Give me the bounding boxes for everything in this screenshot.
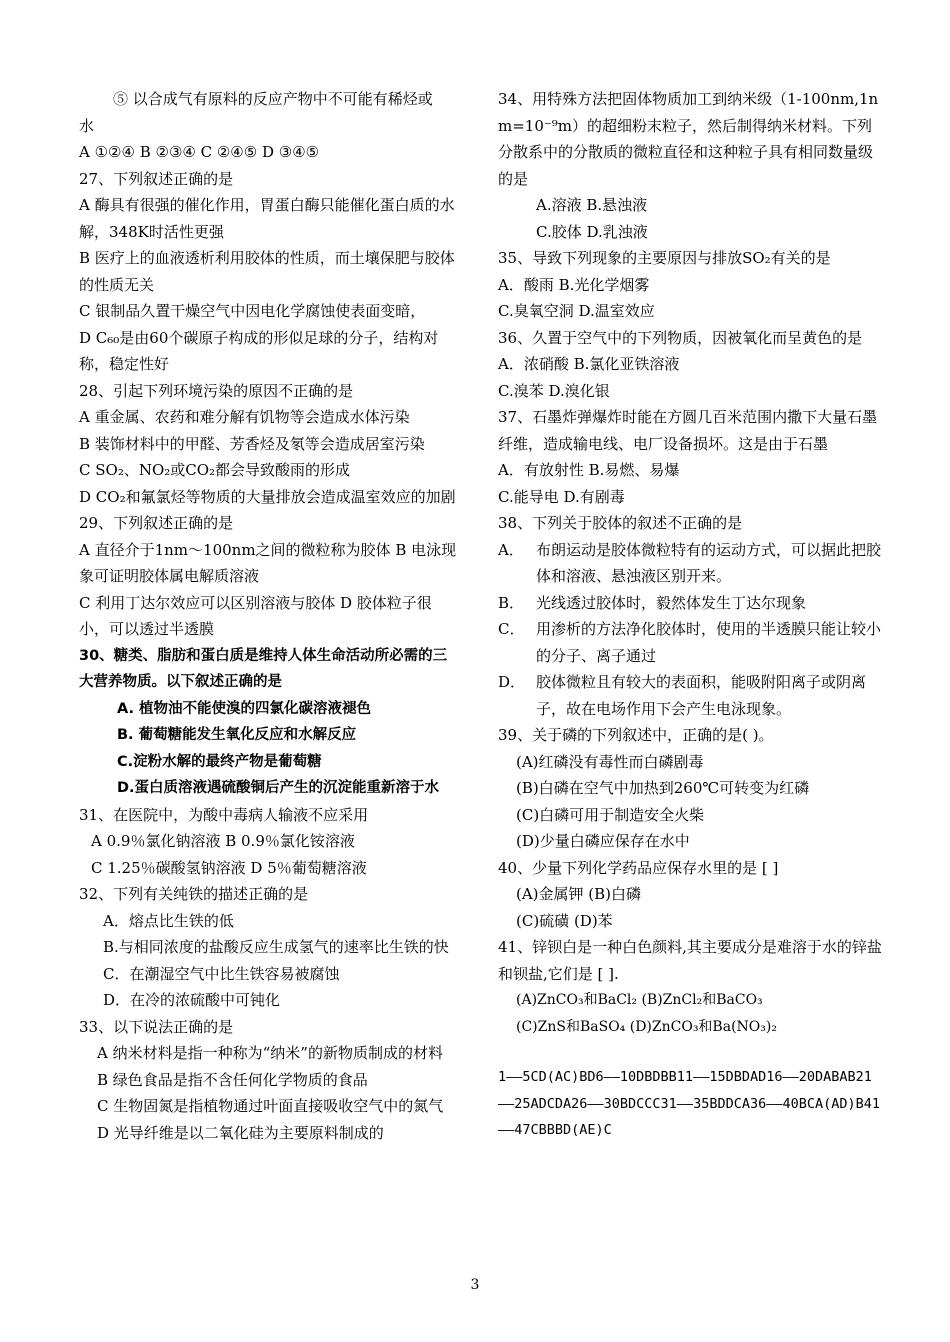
text-line: C 生物固氮是指植物通过叶面直接吸收空气中的氮气	[97, 1097, 444, 1115]
text-line: (C)硫磺 (D)苯	[516, 911, 613, 930]
text-line: 29、下列叙述正确的是	[79, 514, 234, 532]
text-line: B. 葡萄糖能发生氧化反应和水解反应	[117, 727, 357, 743]
text-line: (C)ZnS和BaSO₄ (D)ZnCO₃和Ba(NO₃)₂	[516, 1018, 777, 1035]
text-line: A 纳米材料是指一种称为“纳米”的新物质制成的材料	[97, 1044, 443, 1062]
text-line: A 直径介于1nm～100nm之间的微粒称为胶体 B 电泳现象可证明胶体属电解质溶液	[79, 540, 457, 585]
text-line: C SO₂、NO₂或CO₂都会导致酸雨的形成	[79, 461, 351, 479]
text-line: 35、导致下列现象的主要原因与排放SO₂有关的是	[498, 249, 831, 267]
text-line: (B)白磷在空气中加热到260℃可转变为红磷	[516, 779, 810, 797]
text-line: C 1.25％碳酸氢钠溶液 D 5％葡萄糖溶液	[91, 858, 367, 877]
text-line: A．熔点比生铁的低	[103, 911, 234, 930]
text-line: 28、引起下列环境污染的原因不正确的是	[79, 381, 354, 400]
option-line	[498, 537, 882, 590]
text-line: (A)ZnCO₃和BaCl₂ (B)ZnCl₂和BaCO₃	[516, 992, 763, 1008]
text-line: 36、久置于空气中的下列物质，因被氧化而呈黄色的是	[498, 328, 863, 347]
text-line: A 0.9％氯化钠溶液 B 0.9％氯化铵溶液	[91, 832, 355, 850]
text-line: A ①②④ B ②③④ C ②④⑤ D ③④⑤	[79, 143, 320, 161]
text-line: (C)白磷可用于制造安全火柴	[516, 805, 705, 824]
text-line: A．酸雨 B.光化学烟雾	[498, 275, 650, 294]
text-line: D C₆₀是由60个碳原子构成的形似足球的分子，结构对称，稳定性好	[79, 328, 439, 373]
option-line	[498, 616, 882, 669]
spacer	[498, 1040, 882, 1064]
text-line: 37、石墨炸弹爆炸时能在方圆几百米范围内撒下大量石墨纤维，造成输电线、电厂设备损坏。这是由于石墨	[498, 408, 878, 453]
text-line: C.溴苯 D.溴化银	[498, 381, 610, 400]
option-label: C．	[498, 620, 525, 638]
text-line: C 利用丁达尔效应可以区别溶液与胶体 D 胶体粒子很小，可以透过半透膜	[79, 593, 432, 638]
text-line: A 酶具有很强的催化作用，胃蛋白酶只能催化蛋白质的水解，348K时活性更强	[79, 196, 455, 241]
option-label: D．	[498, 673, 526, 691]
text-line: C.胶体 D.乳浊液	[536, 222, 648, 241]
text-line: (A)红磷没有毒性而白磷剧毒	[516, 752, 704, 771]
option-line	[498, 669, 882, 722]
text-line: A．浓硝酸 B.氯化亚铁溶液	[498, 355, 680, 373]
text-line: A 重金属、农药和难分解有饥物等会造成水体污染	[79, 408, 410, 426]
option-line	[498, 590, 882, 617]
text-line: ⑤ 以合成气有原料的反应产物中不可能有稀烃或	[113, 90, 433, 108]
text-line: D 光导纤维是以二氧化硅为主要原料制成的	[97, 1123, 384, 1142]
text-line: A. 植物油不能使溴的四氯化碳溶液褪色	[117, 700, 372, 717]
text-line: 32、下列有关纯铁的描述正确的是	[79, 885, 309, 903]
text-line: B 绿色食品是指不含任何化学物质的食品	[97, 1070, 368, 1089]
option-text: 布朗运动是胶体微粒特有的运动方式，可以据此把胶体和溶液、悬浊液区别开来。	[536, 540, 882, 585]
text-line: 39、关于磷的下列叙述中，正确的是( )。	[498, 726, 774, 744]
text-line: 水	[79, 116, 95, 135]
text-line: 40、少量下列化学药品应保存水里的是 [ ]	[498, 858, 779, 877]
text-line: C.淀粉水解的最终产物是葡萄糖	[117, 753, 322, 770]
text-line: A.溶液 B.悬浊液	[536, 196, 648, 214]
text-line: 30、糖类、脂肪和蛋白质是维持人体生命活动所必需的三大营养物质。以下叙述正确的是	[79, 647, 448, 690]
text-line: 31、在医院中，为酸中毒病人输液不应采用	[79, 805, 369, 824]
option-text: 胶体微粒且有较大的表面积，能吸附阳离子或阴离子，故在电场作用下会产生电泳现象。	[536, 673, 867, 718]
text-line: (A)金属钾 (B)白磷	[516, 885, 642, 903]
option-label: B．	[498, 593, 525, 612]
text-line: D CO₂和氟氯烃等物质的大量排放会造成温室效应的加剧	[79, 487, 456, 506]
text-line: 41、锌钡白是一种白色颜料,其主要成分是难溶于水的锌盐和钡盐,它们是 [ ].	[498, 938, 882, 983]
right-column	[498, 86, 882, 1144]
text-line: C 银制品久置干燥空气中因电化学腐蚀使表面变暗，	[79, 302, 426, 320]
text-line: 34、用特殊方法把固体物质加工到纳米级（1-100nm,1nm=10⁻⁹m）的超细粉末粒子，然后制得纳米材料。下列分散系中的分散质的微粒直径和这种粒子具有相同数量级的是	[498, 90, 879, 188]
option-text: 光线透过胶体时，毅然体发生丁达尔现象	[536, 593, 807, 612]
text-line: B.与相同浓度的盐酸反应生成氢气的速率比生铁的快	[103, 938, 449, 956]
page-number: 3	[470, 1277, 480, 1293]
text-line: 27、下列叙述正确的是	[79, 169, 234, 188]
text-line: (D)少量白磷应保存在水中	[516, 832, 690, 850]
text-line: C．在潮湿空气中比生铁容易被腐蚀	[103, 964, 340, 983]
option-text: 用渗析的方法净化胶体时，使用的半透膜只能让较小的分子、离子通过	[536, 620, 882, 665]
text-line: D．在冷的浓硫酸中可钝化	[103, 991, 281, 1009]
text-line: 1——5CD(AC)BD6——10DBDBB11——15DBDAD16——20DABAB21——25ADCDA26——30BDCCC31——35BDDCA36——40BCA(AD)B41——47CBBBD(AE)C	[498, 1069, 881, 1138]
text-line: B 医疗上的血液透析利用胶体的性质，而土壤保肥与胶体的性质无关	[79, 249, 455, 294]
text-line: A．有放射性 B.易燃、易爆	[498, 461, 680, 479]
text-line: 33、以下说法正确的是	[79, 1017, 234, 1036]
text-line: C.能导电 D.有剧毒	[498, 487, 625, 506]
text-line: D.蛋白质溶液遇硫酸铜后产生的沉淀能重新溶于水	[117, 780, 440, 796]
left-column	[79, 86, 460, 1146]
text-line: B 装饰材料中的甲醛、芳香烃及氡等会造成居室污染	[79, 434, 425, 453]
text-line: 38、下列关于胶体的叙述不正确的是	[498, 514, 743, 532]
text-line: C.臭氧空洞 D.温室效应	[498, 302, 655, 320]
option-label: A．	[498, 540, 524, 559]
